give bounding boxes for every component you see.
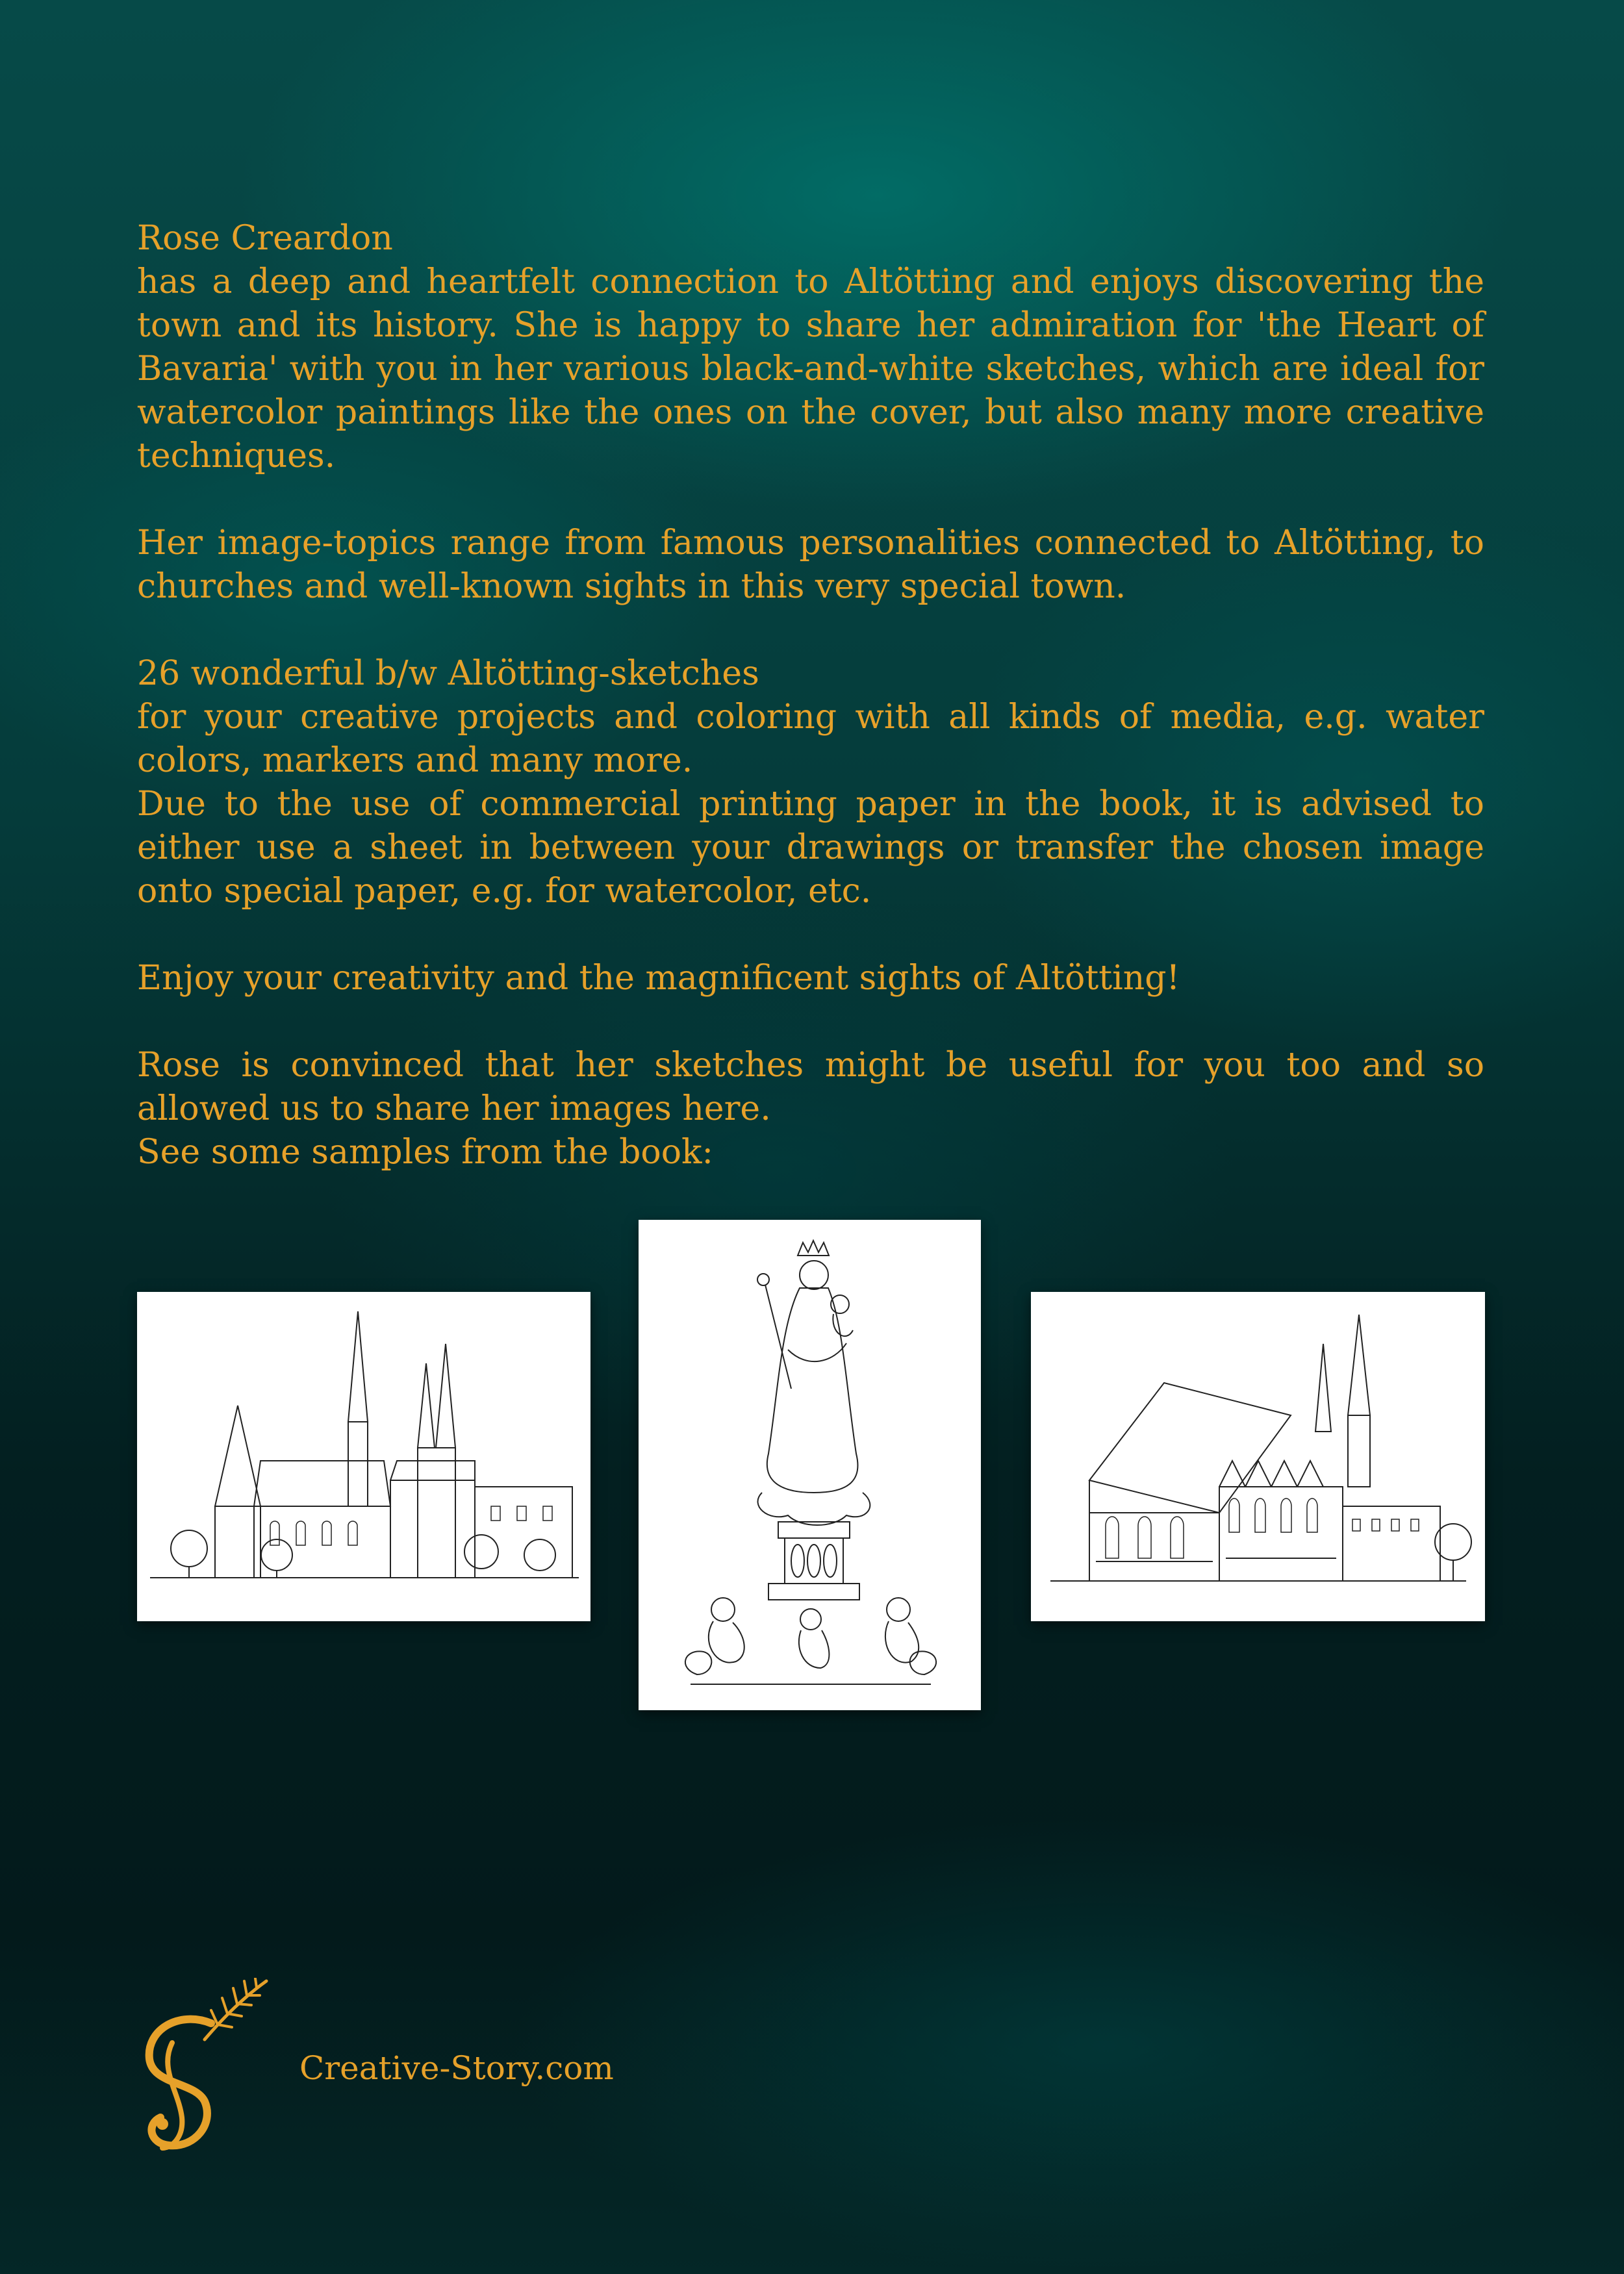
sketches-heading: 26 wonderful b/w Altötting-sketches [137,654,759,693]
sample-image-gothic-church [1031,1292,1485,1621]
samples-intro: See some samples from the book: [137,1133,714,1172]
back-cover-text [137,217,1484,1174]
author-name: Rose Creardon [137,219,393,258]
sketches-usage: for your creative projects and coloring with all kinds of media, e.g. water colors, markers and many more. [137,698,1484,780]
closing-paragraph: Rose is convinced that her sketches might be useful for you too and so allowed us to share her images here. [137,1046,1484,1128]
quill-monogram-logo-icon [133,1978,276,2153]
sample-image-madonna-statue [639,1220,981,1710]
author-intro: has a deep and heartfelt connection to Altötting and enjoys discovering the town and its history. She is happy to share her admiration for 'the Heart of Bavaria' with you in her various black-and-white sketches, which are ideal for watercolor paintings like the ones on the cover, but also many more creative techniques. [137,262,1484,475]
sketches-advice: Due to the use of commercial printing paper in the book, it is advised to either use a sheet in between your drawings or transfer the chosen image onto special paper, e.g. for watercolor, etc. [137,785,1484,911]
sample-image-church-spires [137,1292,590,1621]
website-link[interactable]: Creative-Story.com [299,2049,614,2087]
enjoy-line: Enjoy your creativity and the magnificent sights of Altötting! [137,959,1180,998]
topics-paragraph: Her image-topics range from famous personalities connected to Altötting, to churches and well-known sights in this very special town. [137,524,1484,606]
